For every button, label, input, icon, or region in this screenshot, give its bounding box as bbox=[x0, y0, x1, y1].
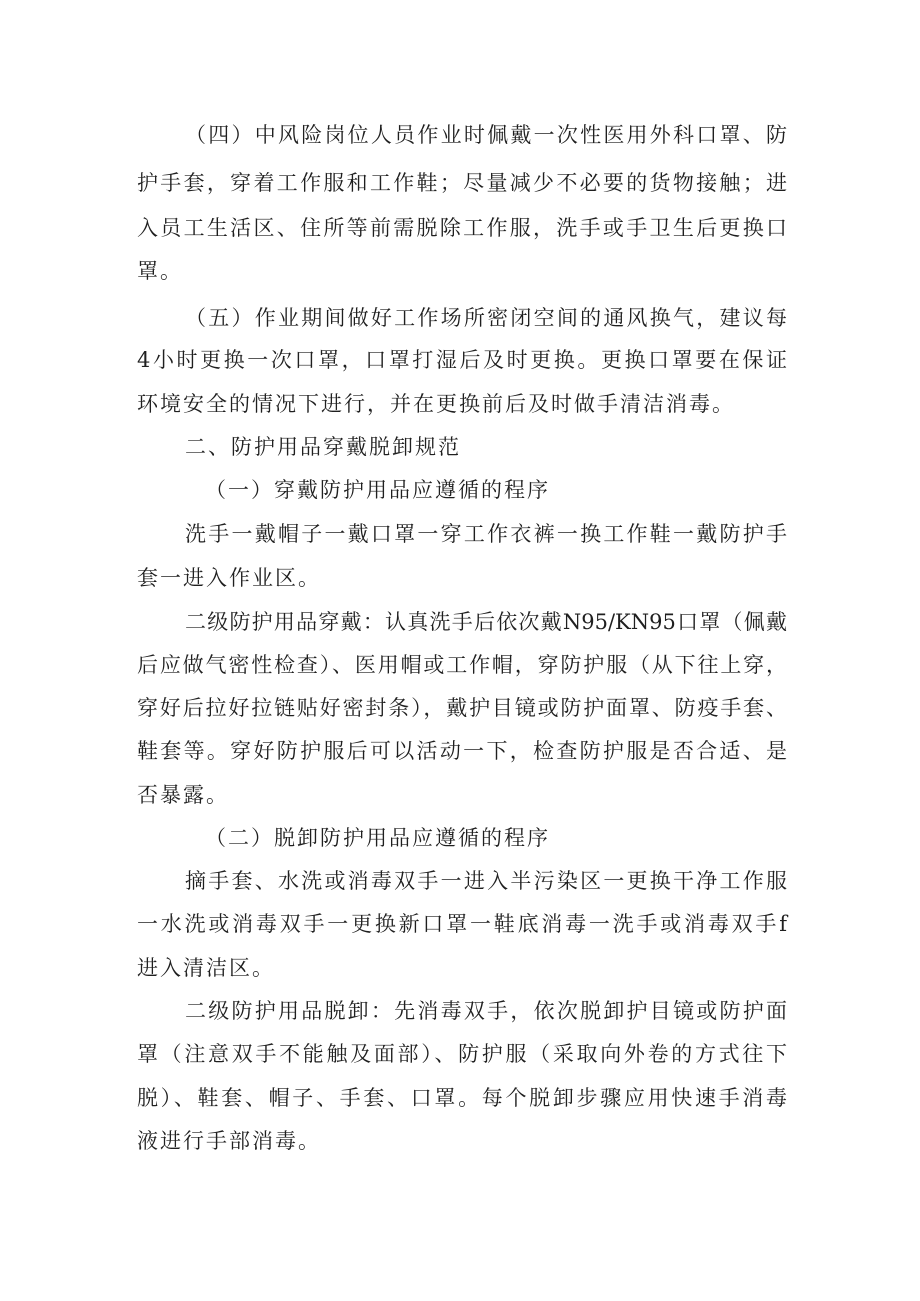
paragraph-line: 摘手套、水洗或消毒双手一进入半污染区一更换干净工作服 bbox=[185, 869, 787, 893]
paragraph-line: 二级防护用品穿戴：认真洗手后依次戴N95/KN95口罩（佩戴 bbox=[185, 610, 787, 634]
subsection-heading: （二）脱卸防护用品应遵循的程序 bbox=[205, 826, 550, 850]
paragraph-line: （五）作业期间做好工作场所密闭空间的通风换气，建议每 bbox=[185, 306, 787, 330]
paragraph-line: （四）中风险岗位人员作业时佩戴一次性医用外科口罩、防 bbox=[185, 123, 787, 147]
paragraph-line: 后应做气密性检查）、医用帽或工作帽，穿防护服（从下往上穿， bbox=[137, 653, 787, 677]
paragraph-line: 护手套，穿着工作服和工作鞋；尽量减少不必要的货物接触；进 bbox=[137, 171, 787, 195]
paragraph-line: 进入清洁区。 bbox=[137, 956, 275, 980]
paragraph-line: 洗手一戴帽子一戴口罩一穿工作衣裤一换工作鞋一戴防护手 bbox=[185, 522, 787, 546]
paragraph-line: 穿好后拉好拉链贴好密封条），戴护目镜或防护面罩、防疫手套、 bbox=[137, 696, 787, 720]
paragraph-line: 罩（注意双手不能触及面部）、防护服（采取向外卷的方式往下 bbox=[137, 1042, 787, 1066]
paragraph-line: 罩。 bbox=[137, 259, 183, 283]
paragraph-line: 环境安全的情况下进行，并在更换前后及时做手清洁消毒。 bbox=[137, 392, 735, 416]
subsection-heading: （一）穿戴防护用品应遵循的程序 bbox=[205, 478, 550, 502]
paragraph-line: 脱）、鞋套、帽子、手套、口罩。每个脱卸步骤应用快速手消毒 bbox=[137, 1086, 787, 1110]
paragraph-line: 套一进入作业区。 bbox=[137, 566, 321, 590]
paragraph-line: 液进行手部消毒。 bbox=[137, 1129, 321, 1153]
paragraph-line: 鞋套等。穿好防护服后可以活动一下，检查防护服是否合适、是 bbox=[137, 739, 787, 763]
section-heading: 二、防护用品穿戴脱卸规范 bbox=[185, 435, 461, 459]
paragraph-line: 二级防护用品脱卸：先消毒双手，依次脱卸护目镜或防护面 bbox=[185, 999, 787, 1023]
paragraph-line: 4小时更换一次口罩，口罩打湿后及时更换。更换口罩要在保证 bbox=[137, 348, 787, 372]
paragraph-line: 否暴露。 bbox=[137, 783, 229, 807]
paragraph-line: 入员工生活区、住所等前需脱除工作服，洗手或手卫生后更换口 bbox=[137, 216, 787, 240]
paragraph-line: 一水洗或消毒双手一更换新口罩一鞋底消毒一洗手或消毒双手f bbox=[137, 912, 787, 936]
